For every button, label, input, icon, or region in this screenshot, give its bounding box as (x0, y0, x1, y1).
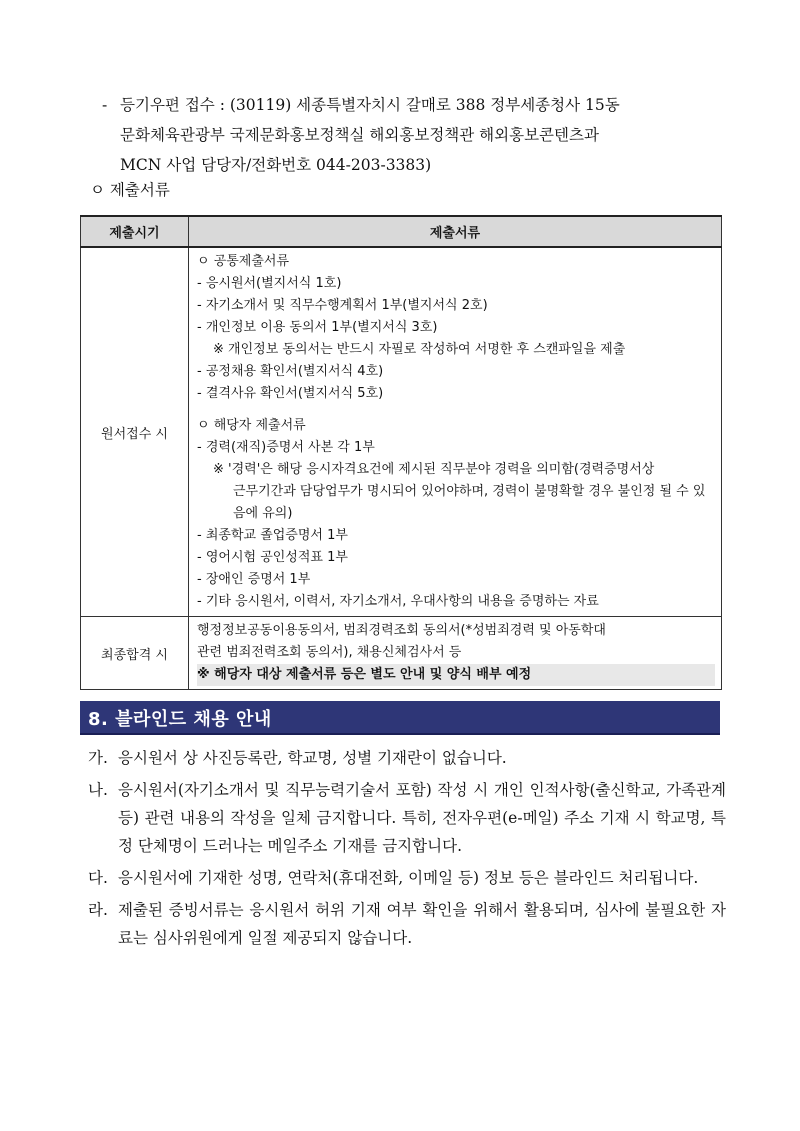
career-note-a: ※ '경력'은 해당 응시자격요건에 제시된 직무분야 경력을 의미함(경력증명서상 (213, 462, 655, 477)
table-header-row (81, 216, 722, 247)
common-docs-title: ㅇ 공통제출서류 (197, 254, 290, 269)
table-row (81, 247, 722, 617)
item-text: 응시원서에 기재한 성명, 연락처(휴대전화, 이메일 등) 정보 등은 블라인드 처리됩니다. (118, 869, 699, 887)
list-item (88, 744, 726, 772)
section-banner (80, 701, 720, 735)
list-item (88, 776, 726, 860)
row-when-final: 최종합격 시 (81, 617, 189, 690)
row-docs-application (189, 247, 722, 617)
blind-hiring-list (88, 744, 726, 956)
item-marker: 라. (88, 901, 108, 919)
career-note-b: 근무기간과 담당업무가 명시되어 있어야하며, 경력이 불명확할 경우 불인정 될 수 있음에 유의) (233, 484, 706, 521)
documents-table (80, 215, 722, 690)
list-item: - 자기소개서 및 직무수행계획서 1부(별지서식 2호) (197, 298, 488, 313)
item-text: 제출된 증빙서류는 응시원서 허위 기재 여부 확인을 위해서 활용되며, 심사에 불필요한 자료는 심사위원에게 일절 제공되지 않습니다. (118, 901, 726, 947)
header-docs: 제출서류 (189, 216, 722, 247)
list-item: - 경력(재직)증명서 사본 각 1부 (197, 440, 375, 455)
final-docs-note: ※ 해당자 대상 제출서류 등은 별도 안내 및 양식 배부 예정 (197, 664, 715, 686)
list-item: - 개인정보 이용 동의서 1부(별지서식 3호) (197, 320, 438, 335)
dash-marker: - (102, 96, 108, 114)
list-item: - 기타 응시원서, 이력서, 자기소개서, 우대사항의 내용을 증명하는 자료 (197, 594, 599, 609)
mail-submission-info (102, 90, 742, 180)
row-when-application: 원서접수 시 (81, 247, 189, 617)
list-item: - 응시원서(별지서식 1호) (197, 276, 342, 291)
list-item: - 최종학교 졸업증명서 1부 (197, 528, 348, 543)
list-item: - 영어시험 공인성적표 1부 (197, 550, 348, 565)
item-marker: 가. (88, 749, 108, 767)
list-item: - 장애인 증명서 1부 (197, 572, 311, 587)
item-marker: 다. (88, 869, 108, 887)
final-docs-line-2: 관련 범죄전력조회 동의서), 채용신체검사서 등 (197, 645, 462, 660)
privacy-note: ※ 개인정보 동의서는 반드시 자필로 작성하여 서명한 후 스캔파일을 제출 (213, 342, 626, 357)
mail-line-2: 문화체육관광부 국제문화홍보정책실 해외홍보정책관 해외홍보콘텐츠과 (120, 126, 599, 144)
list-item: - 공정채용 확인서(별지서식 4호) (197, 364, 384, 379)
mail-line-1 (102, 90, 742, 120)
final-docs-line-1: 행정정보공동이용동의서, 범죄경력조회 동의서(*성범죄경력 및 아동학대 (197, 623, 606, 638)
mail-address-text: 등기우편 접수 : (30119) 세종특별자치시 갈매로 388 정부세종청사 15동 (120, 96, 620, 114)
mail-line-3: MCN 사업 담당자/전화번호 044-203-3383) (120, 156, 432, 174)
header-when: 제출시기 (81, 216, 189, 247)
list-item (88, 896, 726, 952)
item-text: 응시원서 상 사진등록란, 학교명, 성별 기재란이 없습니다. (118, 749, 507, 767)
item-marker: 나. (88, 781, 108, 799)
applicant-docs-title: ㅇ 해당자 제출서류 (197, 418, 306, 433)
row-docs-final (189, 617, 722, 690)
list-item (88, 864, 726, 892)
table-row (81, 617, 722, 690)
section-title: 8. 블라인드 채용 안내 (88, 709, 272, 730)
list-item: - 결격사유 확인서(별지서식 5호) (197, 386, 384, 401)
docs-heading: ㅇ 제출서류 (90, 181, 170, 199)
item-text: 응시원서(자기소개서 및 직무능력기술서 포함) 작성 시 개인 인적사항(출신학교, 가족관계 등) 관련 내용의 작성을 일체 금지합니다. 특히, 전자우편(e-메일) 주소 기재 시 학교명, 특정 단체명이 드러나는 메일주소 기재를 금지합니다. (118, 781, 726, 855)
